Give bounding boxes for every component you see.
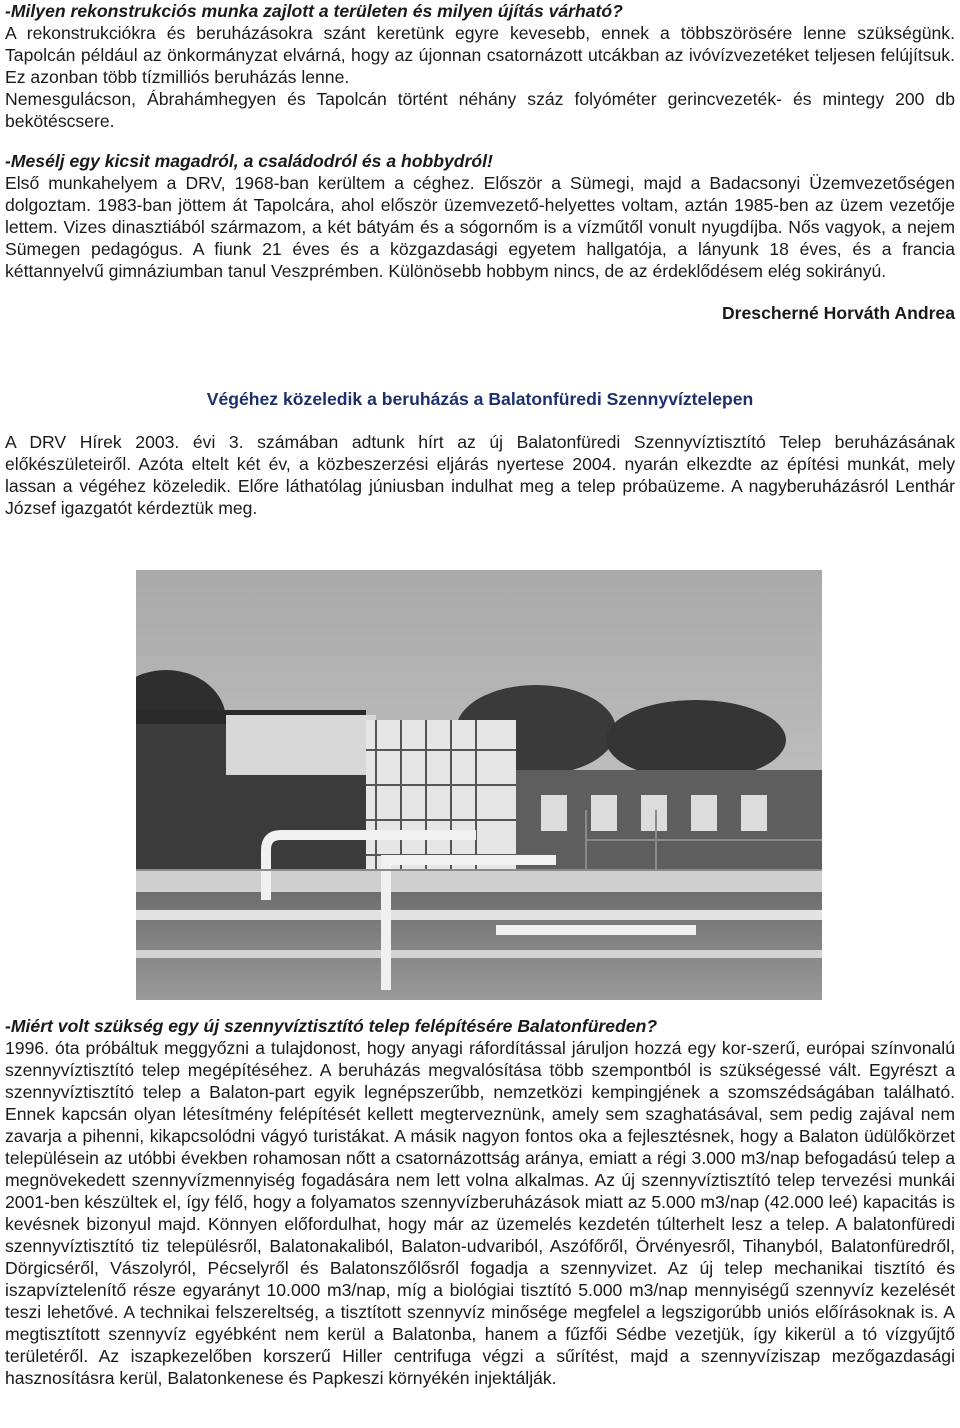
article-interview <box>5 1015 955 1389</box>
question-why-new-plant: -Miért volt szükség egy új szennyvíztisztító telep felépítésére Balatonfüreden? <box>5 1016 658 1036</box>
section-reconstruction <box>5 0 955 132</box>
paragraph-personal: Első munkahelyem a DRV, 1968-ban kerültem a céghez. Először a Sümegi, majd a Badacsonyi Üzemvezetőségen dolgoztam. 1983-ban jöttem át Tapolcára, ahol először üzemvezető-helyettes voltam, aztán 1985-ben az üzem vezetője lettem. Vizes dinasztiából származom, a két bátyám és a sógornőm is a vízműtől vonult nyugdíjba. Nős vagyok, a nejem Sümegen pedagógus. A fiunk 21 éves és a közgazdasági egyetem hallgatója, a lányunk 18 éves, és a francia kéttannyelvű gimnáziumban tanul Veszprémben. Különösebb hobbym nincs, de az érdeklődésem elég sokirányú. <box>5 173 955 281</box>
author-signature: Drescherné Horváth Andrea <box>721 303 955 323</box>
treatment-plant-photo <box>136 570 822 1000</box>
question-personal: -Mesélj egy kicsit magadról, a családodról és a hobbydról! <box>5 151 493 171</box>
article-intro: A DRV Hírek 2003. évi 3. számában adtunk hírt az új Balatonfüredi Szennyvíztisztító Telep beruházásának előkészületeiről. Azóta eltelt két év, a közbeszerzési eljárás nyertese 2004. nyarán elkezdte az építési munkát, mely lassan a végéhez közeledik. Előre láthatólag júniusban indulhat meg a telep próbaüzeme. A nagyberuházásról Lenthár József igazgatót kérdeztük meg. <box>5 432 955 518</box>
article-intro-block <box>5 431 955 519</box>
article-headline: Végéhez közeledik a beruházás a Balatonfüredi Szennyvíztelepen <box>206 389 754 409</box>
paragraph-reconstruction-works: Nemesgulácson, Ábrahámhegyen és Tapolcán történt néhány száz folyóméter gerincvezeték- és mintegy 200 db bekötéscsere. <box>5 89 955 131</box>
paragraph-reconstruction-budget: A rekonstrukciókra és beruházásokra szánt keretünk egyre kevesebb, ennek a többszörösére lenne szükségünk. Tapolcán például az önkormányzat elvárná, hogy az újonnan csatornázott utcákban az ivóvízvezetéket teljesen felújítsuk. Ez azonban több tízmilliós beruházás lenne. <box>5 23 955 87</box>
answer-why-new-plant: 1996. óta próbáltuk meggyőzni a tulajdonost, hogy anyagi ráfordítással járuljon hozzá egy kor-szerű, európai színvonalú szennyvíztisztító telep megépítéséhez. A beruházás megvalósítása több szempontból is szükségessé vált. Egyrészt a szennyvíztisztító telep a Balaton-part egyik legnépszerűbb, nemzetközi kempingjének a szomszédságában található. Ennek kapcsán olyan létesítmény felépítését kellett megterveznünk, amely sem szaghatásával, sem pedig zajával nem zavarja a pihenni, kikapcsolódni vágyó turistákat. A másik nagyon fontos oka a fejlesztésnek, hogy a Balaton üdülőkörzet településein az utóbbi években rohamosan nőtt a csatornázottság aránya, emiatt a régi 3.000 m3/nap befogadású telep a megnövekedett szennyvízmennyiség fogadására nem lett volna alkalmas. Az új szennyvíztisztító telep tervezési munkái 2001-ben készültek el, így félő, hogy a folyamatos szennyvízberuházások miatt az 5.000 m3/nap (42.000 leé) kapacitás is kevésnek bizonyul majd. Könnyen előfordulhat, hogy már az üzemelés kezdetén túlterhelt lesz a telep. A balatonfüredi szennyvíztisztító tiz településről, Balatonakaliból, Balaton-udvariból, Aszófőről, Örvényesről, Tihanyból, Balatonfüredről, Dörgicséről, Vászolyról, Pécselyről és Balatonszőlősről fogadja a szennyvizet. Az új telep mechanikai tisztító és iszapvíztelenítő része egyarányt 10.000 m3/nap, míg a biológiai tisztító 5.000 m3/nap mennyiségű szennyvíz kezelését teszi lehetővé. A technikai felszereltség, a tisztított szennyvíz minősége megfelel a legszigorúbb uniós előírásoknak is. A megtisztított szennyvíz egyébként nem kerül a Balatonba, hanem a fűzfői Sédbe vezetjük, így kikerül a tó vízgyűjtő területéről. Az iszapkezelőben korszerű Hiller centrifuga végzi a sűrítést, majd a szennyvíziszap mezőgazdasági hasznosításra kerül, Balatonkenese és Papkeszi környékén injektálják. <box>5 1038 955 1388</box>
question-reconstruction: -Milyen rekonstrukciós munka zajlott a területen és milyen újítás várható? <box>5 1 623 21</box>
section-personal <box>5 150 955 282</box>
